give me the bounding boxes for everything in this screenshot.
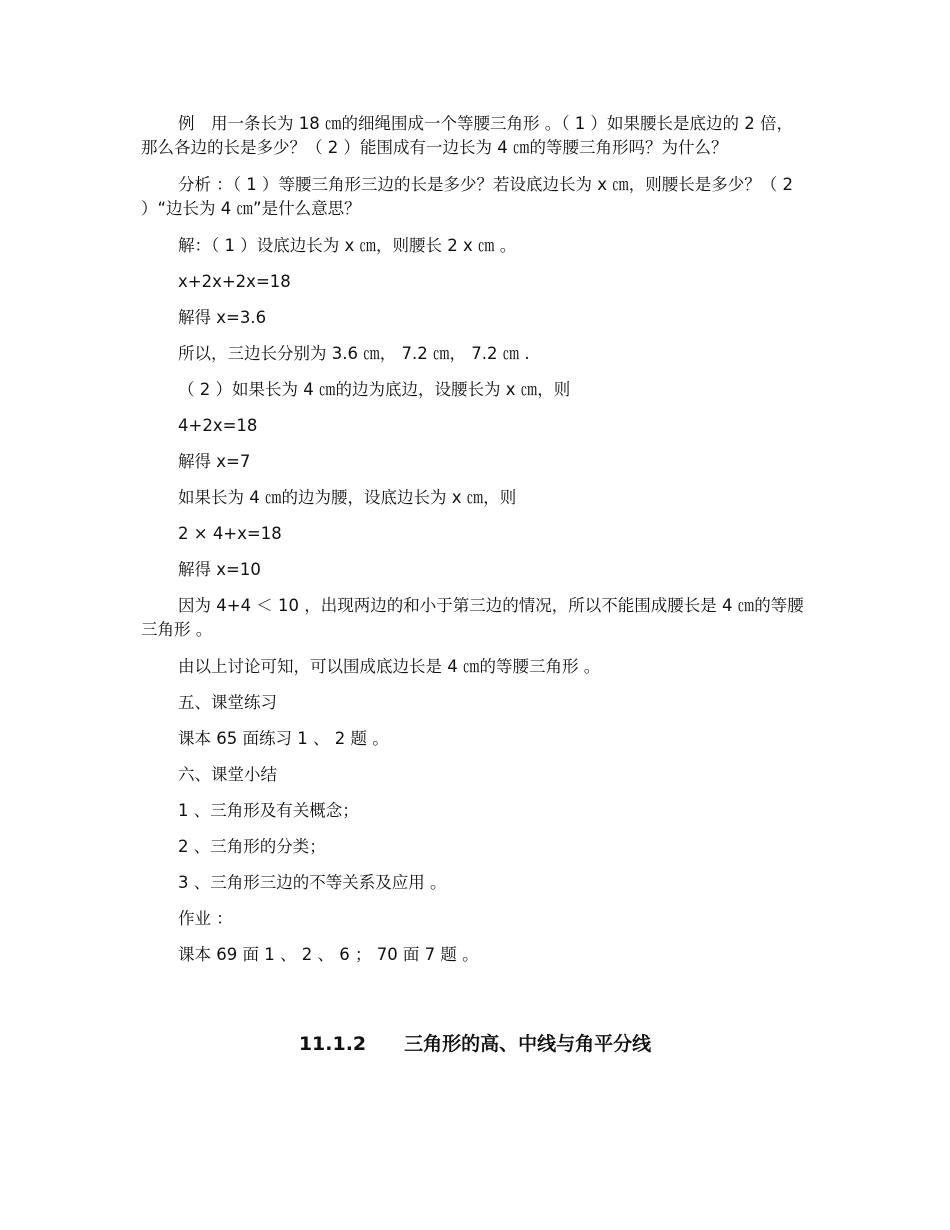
summary-item: 1 、三角形及有关概念； <box>178 801 359 820</box>
homework-title: 作业 ： <box>178 909 233 928</box>
equation: x+2x+2x=18 <box>178 272 291 291</box>
equation: 4+2x=18 <box>178 416 258 435</box>
equation-result: 解得 x=10 <box>178 560 261 579</box>
practice-item: 课本 65 面练习 1 、 2 题 。 <box>178 729 389 748</box>
solution-part2: （ 2 ）如果长为 4 ㎝的边为底边，设腰长为 x ㎝，则 <box>178 380 571 399</box>
equation-result: 解得 x=3.6 <box>178 308 267 327</box>
section-heading: 11.1.2 三角形的高、中线与角平分线 <box>298 1033 652 1055</box>
document-body <box>141 112 809 979</box>
solution-case-leg: 如果长为 4 ㎝的边为腰，设底边长为 x ㎝，则 <box>178 488 517 507</box>
conclusion: 由以上讨论可知，可以围成底边长是 4 ㎝的等腰三角形 。 <box>178 657 601 676</box>
homework-item: 课本 69 面 1 、 2 、 6 ； 70 面 7 题 。 <box>178 945 479 964</box>
inequality-explanation: 因为 4+4 ＜ 10 ，出现两边的和小于第三边的情况，所以不能围成腰长是 4 ㎝的等腰三角形 。 <box>141 596 804 639</box>
section-summary-title: 六、课堂小结 <box>178 765 277 784</box>
summary-item: 3 、三角形三边的不等关系及应用 。 <box>178 873 447 892</box>
equation: 2 × 4+x=18 <box>178 524 282 543</box>
analysis-paragraph: 分析 ：（ 1 ）等腰三角形三边的长是多少？若设底边长为 x ㎝，则腰长是多少？（ 2 ）“边长为 4 ㎝”是什么意思？ <box>141 175 793 218</box>
summary-item: 2 、三角形的分类； <box>178 837 326 856</box>
equation-result: 解得 x=7 <box>178 452 251 471</box>
solution-sides: 所以，三边长分别为 3.6 ㎝， 7.2 ㎝， 7.2 ㎝ . <box>178 344 530 363</box>
example-problem: 例 用一条长为 18 ㎝的细绳围成一个等腰三角形 。（ 1 ）如果腰长是底边的 2 倍，那么各边的长是多少？（ 2 ）能围成有一边长为 4 ㎝的等腰三角形吗？为什么？ <box>141 114 793 157</box>
section-practice-title: 五、课堂练习 <box>178 693 277 712</box>
solution-part1: 解：（ 1 ）设底边长为 x ㎝，则腰长 2 x ㎝ 。 <box>178 236 517 255</box>
